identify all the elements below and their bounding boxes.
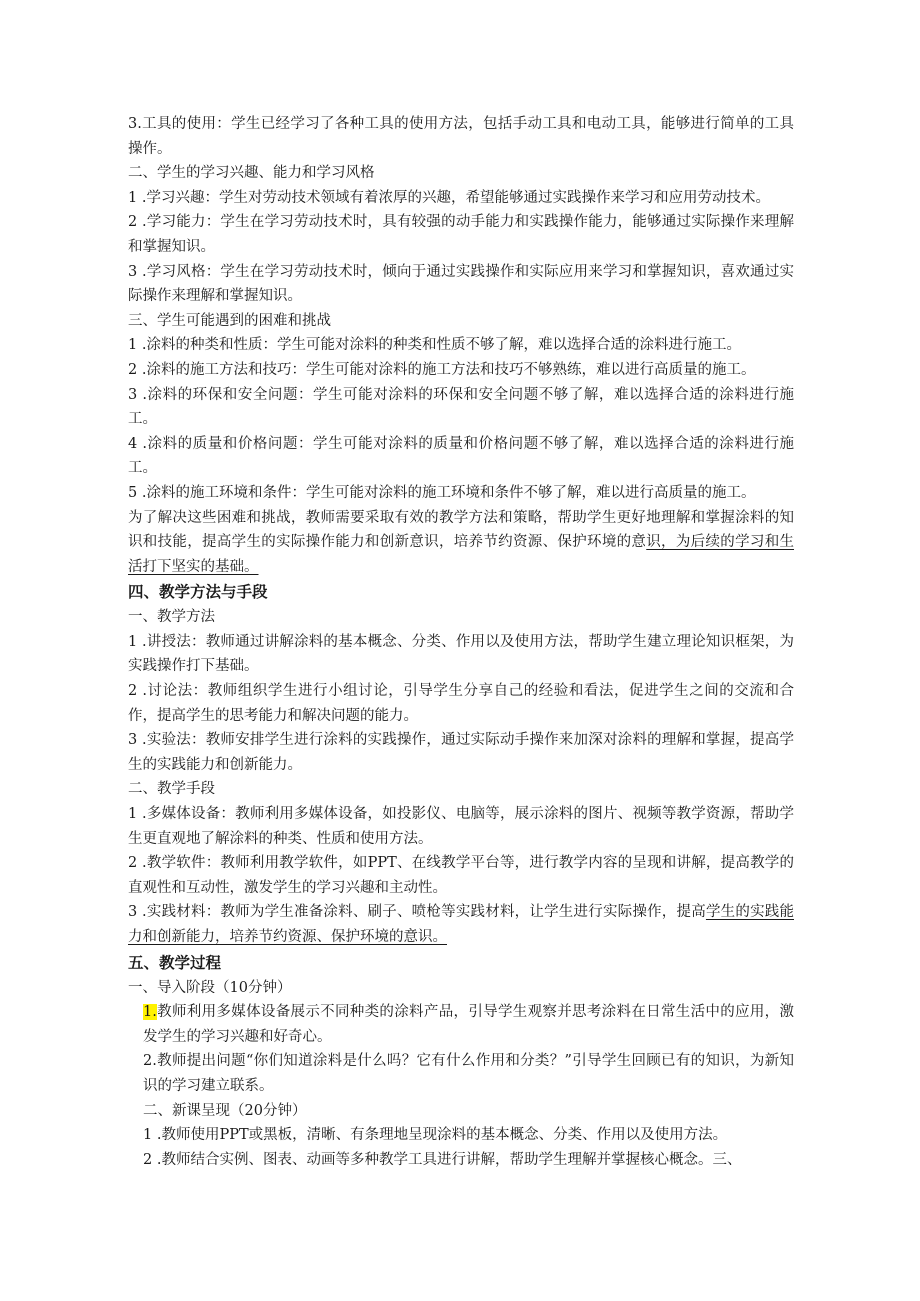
list-item: 2 .学习能力：学生在学习劳动技术时，具有较强的动手能力和实践操作能力，能够通过实际操作来理解和掌握知识。 xyxy=(128,214,794,255)
highlighted-marker: 1. xyxy=(143,1004,157,1021)
list-item: 2 .讨论法：教师组织学生进行小组讨论，引导学生分享自己的经验和看法，促进学生之间的交流和合作，提高学生的思考能力和解决问题的能力。 xyxy=(128,683,794,724)
process-heading: 五、教学过程 xyxy=(128,953,222,972)
list-item: 5 .涂料的施工环境和条件：学生可能对涂料的施工环境和条件不够了解，难以进行高质量的施工。 xyxy=(128,484,756,501)
list-item: 4 .涂料的质量和价格问题：学生可能对涂料的质量和价格问题不够了解，难以选择合适的涂料进行施工。 xyxy=(128,435,794,477)
document-page xyxy=(128,112,794,1172)
intro-subheading: 一、导入阶段（10分钟） xyxy=(128,979,292,996)
method-subheading: 一、教学方法 xyxy=(128,609,215,626)
new-lesson-subheading: 二、新课呈现（20分钟） xyxy=(143,1102,307,1119)
list-item: 2 .教师结合实例、图表、动画等多种教学工具进行讲解，帮助学生理解并掌握核心概念。三、 xyxy=(143,1151,742,1168)
list-item: 2 .涂料的施工方法和技巧：学生可能对涂料的施工方法和技巧不够熟练，难以进行高质量的施工。 xyxy=(128,361,756,378)
means-subheading: 二、教学手段 xyxy=(128,781,215,798)
list-item xyxy=(128,900,794,949)
list-item: 2 .教学软件：教师利用教学软件，如PPT、在线教学平台等，进行教学内容的呈现和讲解，提高教学的直观性和互动性，激发学生的学习兴趣和主动性。 xyxy=(128,855,794,896)
list-item xyxy=(128,1000,794,1049)
list-item: 1 .教师使用PPT或黑板，清晰、有条理地呈现涂料的基本概念、分类、作用以及使用方法。 xyxy=(143,1127,728,1144)
solution-text: 为了解决这些困难和挑战，教师需要采取有效的教学方法和策略，帮助学生更好地理解和掌握涂料的知识和技能，提高学生的实际操作能力和创新意识，培养节约资源、保护环境的意 xyxy=(128,509,794,551)
list-item: 2.教师提出问题“你们知道涂料是什么吗？它有什么作用和分类？”引导学生回顾已有的知识，为新知识的学习建立联系。 xyxy=(143,1053,794,1094)
list-item: 3 .学习风格：学生在学习劳动技术时，倾向于通过实践操作和实际应用来学习和掌握知识，喜欢通过实际操作来理解和掌握知识。 xyxy=(128,263,794,305)
method-heading: 四、教学方法与手段 xyxy=(128,583,268,602)
solution-underlined-text: 识，为后续的学习和生活打下坚实的基础。 xyxy=(128,534,795,575)
difficulty-heading: 三、学生可能遇到的困难和挑战 xyxy=(128,312,331,329)
list-item: 3 .涂料的环保和安全问题：学生可能对涂料的环保和安全问题不够了解，难以选择合适的涂料进行施工。 xyxy=(128,386,794,428)
solution-paragraph xyxy=(128,506,794,580)
list-item: 1 .涂料的种类和性质：学生可能对涂料的种类和性质不够了解，难以选择合适的涂料进行施工。 xyxy=(128,337,741,354)
means-item3-text: 3 .实践材料：教师为学生准备涂料、刷子、喷枪等实践材料，让学生进行实际操作，提高 xyxy=(128,904,706,921)
interest-heading: 二、学生的学习兴趣、能力和学习风格 xyxy=(128,165,375,182)
list-item: 1 .多媒体设备：教师利用多媒体设备，如投影仪、电脑等，展示涂料的图片、视频等教学资源，帮助学生更直观地了解涂料的种类、性质和使用方法。 xyxy=(128,806,794,847)
means-item3-underlined-text: 学生的实践能力和创新能力，培养节约资源、保护环境的意识。 xyxy=(128,904,794,945)
list-item: 1 .讲授法：教师通过讲解涂料的基本概念、分类、作用以及使用方法，帮助学生建立理论知识框架，为实践操作打下基础。 xyxy=(128,633,794,675)
list-item: 3 .实验法：教师安排学生进行涂料的实践操作，通过实际动手操作来加深对涂料的理解和掌握，提高学生的实践能力和创新能力。 xyxy=(128,732,794,773)
tools-paragraph: 3.工具的使用：学生已经学习了各种工具的使用方法，包括手动工具和电动工具，能够进行简单的工具操作。 xyxy=(128,116,794,157)
list-item: 1 .学习兴趣：学生对劳动技术领域有着浓厚的兴趣，希望能够通过实践操作来学习和应用劳动技术。 xyxy=(128,189,770,206)
intro-item1-text: 教师利用多媒体设备展示不同种类的涂料产品，引导学生观察并思考涂料在日常生活中的应用，激发学生的学习兴趣和好奇心。 xyxy=(143,1004,794,1045)
